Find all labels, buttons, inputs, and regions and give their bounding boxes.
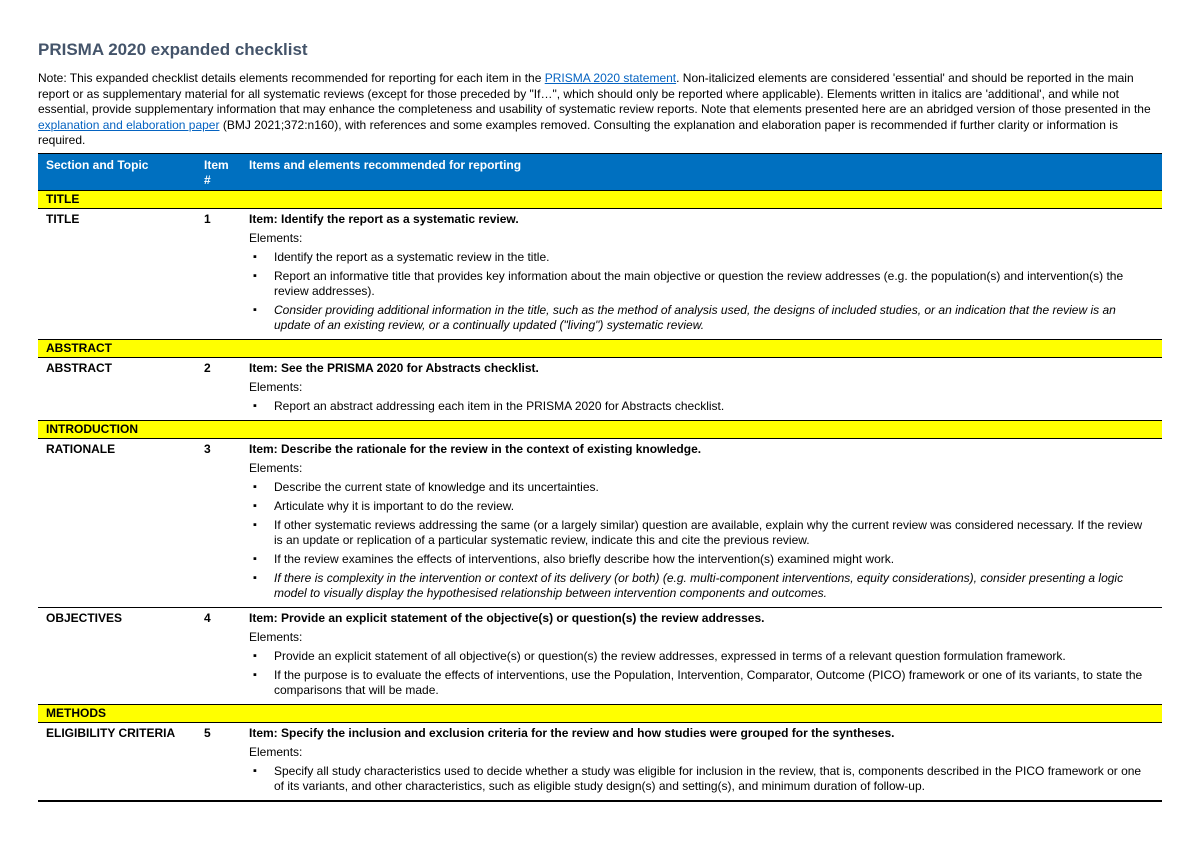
list-item: ▪ Report an abstract addressing each item in the PRISMA 2020 for Abstracts checklist. [249,399,1154,414]
page-title: PRISMA 2020 expanded checklist [38,40,308,59]
table-row [38,722,1162,801]
table-row [38,438,1162,607]
item-number-cell: 5 [204,725,211,740]
header-item-number: Item # [196,153,241,190]
list-item: ▪ Specify all study characteristics used to decide whether a study was eligible for inclusion in the review, that is, components described in the PICO framework or one of its variants, and other characteristics, such as eligible study design(s) and setting(s), and minimum duration of follow-up. [249,764,1154,794]
elements-list [249,649,1154,698]
item-number-cell: 3 [204,441,211,456]
elements-cell [241,438,1162,607]
topic-cell: OBJECTIVES [38,607,196,704]
elements-cell [241,357,1162,420]
note-suffix: (BMJ 2021;372:n160), with references and some examples removed. Consulting the explanation and elaboration paper is recommended if further clarity or information is required. [38,117,1118,147]
elements-cell [241,208,1162,339]
list-item: ▪ If other systematic reviews addressing the same (or a largely similar) question are available, explain why the current review was considered necessary. If the review is an update or replication of a particular systematic review, indicate this and cite the previous review. [249,518,1154,548]
item-number-cell: 4 [196,607,241,704]
item-title: Item: Provide an explicit statement of the objective(s) or question(s) the review addresses. [249,610,765,625]
elements-label: Elements: [249,744,303,759]
list-item: ▪ Describe the current state of knowledge and its uncertainties. [249,480,1154,495]
note-prefix: Note: This expanded checklist details elements recommended for reporting for each item in the [38,71,545,85]
intro-note [38,71,1162,149]
elements-list [249,480,1154,601]
elements-label: Elements: [249,379,303,394]
topic-cell: ABSTRACT [46,360,112,375]
table-row [38,208,1162,339]
table-row [38,357,1162,420]
header-section-topic: Section and Topic [38,153,196,190]
section-label: TITLE [38,190,1162,208]
elements-list [249,764,1154,794]
topic-cell: RATIONALE [46,441,116,456]
section-row-abstract [38,339,1162,357]
section-label: METHODS [38,704,1162,722]
list-item: ▪ Articulate why it is important to do the review. [249,499,1154,514]
note-middle: . Non-italicized elements are considered 'essential' and should be reported in the main report or as supplementary material for all systematic reviews (except for those preceded by "If…", which should only be reported where applicable). Elements written in italics are 'additional', and while not essential, provide supplementary information that may enhance the completeness and usability of systematic review reports. Note that elements presented here are an abridged version of those presented in the [38,71,1151,116]
list-item: ▪ Identify the report as a systematic review in the title. [249,250,1154,265]
list-item: ▪ Consider providing additional information in the title, such as the method of analysis used, the designs of included studies, or an indication that the review is an update of an existing review, or a continually updated ("living") systematic review. [249,303,1154,333]
section-label: INTRODUCTION [38,420,1162,438]
section-row-introduction [38,420,1162,438]
item-number-cell: 2 [204,360,211,375]
section-row-methods [38,704,1162,722]
list-item: ▪ If the purpose is to evaluate the effects of interventions, use the Population, Intervention, Comparator, Outcome (PICO) framework or one of its variants, to state the comparisons that will be made. [249,668,1154,698]
list-item: ▪ Provide an explicit statement of all objective(s) or question(s) the review addresses, expressed in terms of a relevant question formulation framework. [249,649,1154,664]
item-title: Item: Specify the inclusion and exclusion criteria for the review and how studies were grouped for the syntheses. [249,725,895,740]
section-label: ABSTRACT [38,339,1162,357]
list-item: ▪ If there is complexity in the intervention or context of its delivery (or both) (e.g. multi-component interventions, equity considerations), consider presenting a logic model to visually display the hypothesised relationship between intervention components and outcomes. [249,571,1154,601]
elements-label: Elements: [249,230,303,245]
elements-label: Elements: [249,460,303,475]
document-page [38,40,1162,802]
elements-label: Elements: [249,629,303,644]
section-row-title [38,190,1162,208]
item-number-cell: 1 [204,211,211,226]
elements-cell [241,722,1162,801]
elements-list [249,399,1154,414]
header-elements: Items and elements recommended for reporting [241,153,1162,190]
elements-list [249,250,1154,333]
explanation-paper-link[interactable]: explanation and elaboration paper [38,117,220,132]
item-title: Item: Describe the rationale for the review in the context of existing knowledge. [249,441,702,456]
prisma-statement-link[interactable]: PRISMA 2020 statement [544,71,677,85]
list-item: ▪ Report an informative title that provides key information about the main objective or question the review addresses (e.g. the population(s) and intervention(s) the review addresses). [249,269,1154,299]
checklist-table [38,153,1162,802]
topic-cell: TITLE [46,211,80,226]
table-row [38,607,1162,704]
elements-cell [241,607,1162,704]
table-header-row [38,153,1162,190]
topic-cell: ELIGIBILITY CRITERIA [46,725,176,740]
list-item: ▪ If the review examines the effects of interventions, also briefly describe how the intervention(s) examined might work. [249,552,1154,567]
item-title: Item: See the PRISMA 2020 for Abstracts checklist. [249,360,539,375]
item-title: Item: Identify the report as a systematic review. [249,211,519,226]
